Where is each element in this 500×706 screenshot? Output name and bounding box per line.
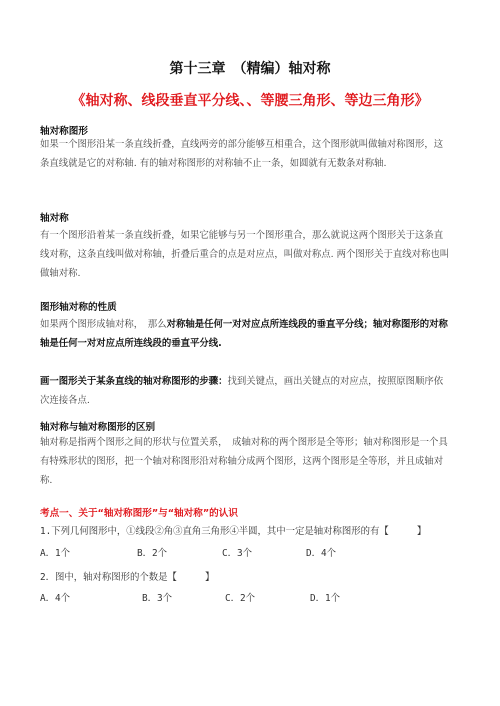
question-2-option-a: A．4个	[40, 593, 71, 604]
question-2-option-c: C．2个	[225, 593, 256, 604]
section-heading-difference: 轴对称与轴对称图形的区别	[40, 422, 156, 433]
section-text-drawing-steps	[40, 372, 450, 410]
question-1-option-d: D．4个	[306, 548, 337, 559]
page-subtitle: 《轴对称、线段垂直平分线、、等腰三角形、等边三角形》	[71, 93, 429, 109]
section-text-properties	[40, 315, 450, 353]
section-heading-properties: 图形轴对称的性质	[40, 302, 117, 313]
question-1-option-c: C．3个	[222, 548, 253, 559]
drawing-steps-bold: 画一图形关于某条直线的轴对称图形的步骤：	[40, 376, 228, 387]
question-1-option-a: A．1个	[40, 548, 71, 559]
question-1-option-b: B．2个	[137, 548, 168, 559]
section-text-axial-symmetric-figure: 如果一个图形沿某一条直线折叠，直线两旁的部分能够互相重合，这个图形就叫做轴对称图形，这条直线就是它的对称轴. 有的轴对称图形的对称轴不止一条，如圆就有无数条对称轴.	[40, 139, 444, 169]
properties-bold: 对称轴是任何一对对应点所连线段的垂直平分线；轴对称图形的对称轴是任何一对对应点所连线段的垂直平分线.	[40, 319, 448, 349]
question-2-stem: 2．图中，轴对称图形的个数是【 】	[40, 572, 215, 583]
question-2-option-d: D．1个	[310, 593, 341, 604]
section-text-difference: 轴对称是指两个图形之间的形状与位置关系， 成轴对称的两个图形是全等形；轴对称图形是一个具有特殊形状的图形，把一个轴对称图形沿对称轴分成两个图形，这两个图形是全等形，并且成轴对称.	[40, 437, 448, 486]
section-text-axial-symmetry: 有一个图形沿着某一条直线折叠，如果它能够与另一个图形重合，那么就说这两个图形关于这条直线对称，这条直线叫做对称轴，折叠后重合的点是对应点，叫做对称点. 两个图形关于直线对称也叫做轴对称.	[40, 230, 450, 279]
kaodian-heading: 考点一、关于“轴对称图形”与“轴对称”的认识	[40, 508, 238, 519]
drawing-steps-text: 找到关键点，画出关键点的对应点，按照原图顺序依次连接各点.	[40, 376, 444, 406]
properties-lead: 如果两个图形成轴对称， 那么	[40, 319, 167, 330]
question-2-option-b: B．3个	[142, 593, 173, 604]
section-heading-axial-symmetric-figure: 轴对称图形	[40, 126, 88, 137]
section-heading-axial-symmetry: 轴对称	[40, 213, 69, 224]
page-title: 第十三章 （精编）轴对称	[169, 61, 331, 77]
question-1-stem: 1.下列几何图形中，①线段②角③直角三角形④半圆，其中一定是轴对称图形的有【 】	[40, 526, 427, 537]
